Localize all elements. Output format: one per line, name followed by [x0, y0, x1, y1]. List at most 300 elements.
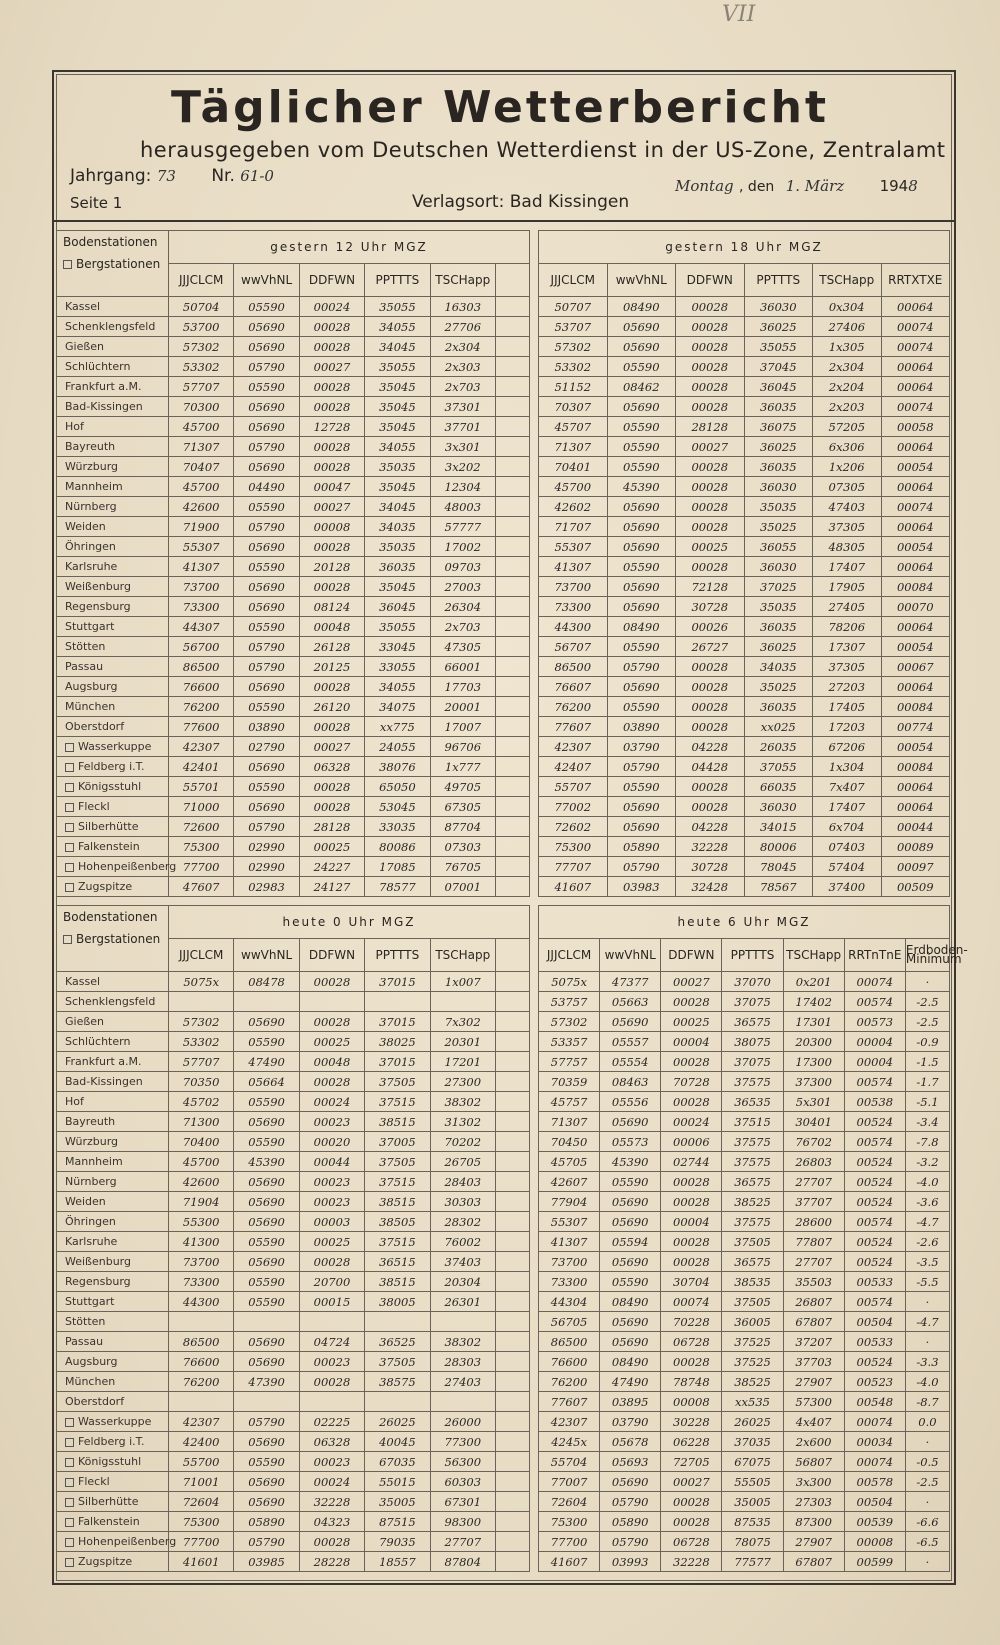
table-cell: 38075: [722, 1032, 783, 1052]
table-cell: 20304: [430, 1272, 495, 1292]
table-cell: 33045: [365, 637, 430, 657]
table-cell: 37015: [365, 972, 430, 992]
table-cell: 04724: [299, 1332, 364, 1352]
berg-square-icon: [65, 743, 74, 752]
col-header: DDFWN: [661, 939, 722, 972]
col-header: wwVhNL: [234, 939, 299, 972]
station-label: Weiden: [65, 1195, 106, 1208]
table-row: [539, 357, 950, 377]
table-cell: 00774: [881, 717, 950, 737]
table-cell: 72604: [169, 1492, 234, 1512]
table-cell: 36075: [744, 417, 813, 437]
table-cell: 05790: [607, 757, 676, 777]
table-cell: 00064: [881, 557, 950, 577]
table-cell: ·: [905, 1492, 949, 1512]
table-cell: 37015: [365, 1012, 430, 1032]
table-cell: 49705: [430, 777, 495, 797]
table-cell: 00028: [661, 1512, 722, 1532]
table-cell: 00504: [844, 1312, 905, 1332]
table-cell: 38515: [365, 1192, 430, 1212]
table-cell: 00004: [661, 1032, 722, 1052]
table-cell: 02744: [661, 1152, 722, 1172]
table-cell: 38525: [722, 1372, 783, 1392]
year-prefix: 194: [879, 177, 909, 195]
table-cell: 00023: [299, 1352, 364, 1372]
table-cell: 05590: [234, 497, 299, 517]
table-cell: 03983: [607, 877, 676, 897]
table-cell: 67807: [783, 1552, 844, 1572]
table-cell: 05590: [234, 297, 299, 317]
station-label: Weißenburg: [65, 1255, 131, 1268]
table-cell: 05690: [600, 1472, 661, 1492]
table-cell: 37075: [722, 992, 783, 1012]
table-cell: 00028: [299, 777, 364, 797]
station-name: [57, 1012, 169, 1032]
table-row: [539, 857, 950, 877]
station-name: [57, 317, 169, 337]
table-cell: 45390: [607, 477, 676, 497]
table-cell: 00538: [844, 1092, 905, 1112]
table-row: [57, 377, 530, 397]
table-cell: -1.7: [905, 1072, 949, 1092]
table-cell: 06328: [299, 1432, 364, 1452]
table-cell: [365, 992, 430, 1012]
table-row: [539, 1272, 950, 1292]
blank-cell: [496, 1212, 530, 1232]
station-label: Feldberg i.T.: [78, 760, 145, 773]
table-cell: 41601: [169, 1552, 234, 1572]
table-row: [539, 657, 950, 677]
table-row: [57, 697, 530, 717]
table-cell: 41300: [169, 1232, 234, 1252]
table-cell: 05590: [607, 457, 676, 477]
table-cell: 00024: [299, 1092, 364, 1112]
table-cell: 00028: [299, 1072, 364, 1092]
table-cell: 17301: [783, 1012, 844, 1032]
table-cell: 2x203: [813, 397, 882, 417]
table-cell: -3.3: [905, 1352, 949, 1372]
table-cell: 53302: [169, 357, 234, 377]
table-cell: 05690: [607, 537, 676, 557]
table-cell: -4.0: [905, 1372, 949, 1392]
station-name: [57, 357, 169, 377]
table-cell: 71900: [169, 517, 234, 537]
table-cell: 00524: [844, 1252, 905, 1272]
table-cell: 00574: [844, 1292, 905, 1312]
table-cell: 87515: [365, 1512, 430, 1532]
table-cell: 05590: [234, 1092, 299, 1112]
table-row: [57, 577, 530, 597]
table-row: [57, 537, 530, 557]
table-cell: 00025: [299, 1232, 364, 1252]
berg-square-icon: [65, 1518, 74, 1527]
table-cell: 77300: [430, 1432, 495, 1452]
table-row: [539, 1092, 950, 1112]
col-header: DDFWN: [676, 264, 745, 297]
table-cell: 05790: [234, 637, 299, 657]
table-cell: 00054: [881, 737, 950, 757]
blank-cell: [495, 357, 529, 377]
table-cell: 00023: [299, 1192, 364, 1212]
table-cell: 06728: [661, 1332, 722, 1352]
table-cell: 05790: [234, 1532, 299, 1552]
col-header: RRTnTnE: [844, 939, 905, 972]
table-cell: 00599: [844, 1552, 905, 1572]
table-cell: 05790: [234, 357, 299, 377]
table-cell: 42600: [169, 497, 234, 517]
table-cell: 45707: [539, 417, 608, 437]
table-cell: 17703: [430, 677, 495, 697]
date-value: 1. März: [785, 177, 845, 195]
table-cell: 05690: [600, 1332, 661, 1352]
table-cell: 00054: [881, 537, 950, 557]
table-cell: 37505: [722, 1232, 783, 1252]
table-cell: [234, 992, 299, 1012]
station-label: Wasserkuppe: [78, 740, 152, 753]
table-row: [539, 797, 950, 817]
table-cell: 56707: [539, 637, 608, 657]
table-cell: 41307: [539, 557, 608, 577]
table-cell: 05690: [234, 1472, 299, 1492]
table-cell: 05790: [607, 857, 676, 877]
blank-cell: [496, 1432, 530, 1452]
table-cell: 37025: [744, 577, 813, 597]
table-cell: 00048: [299, 617, 364, 637]
table-cell: 07001: [430, 877, 495, 897]
table-cell: 27907: [783, 1532, 844, 1552]
table-row: [539, 717, 950, 737]
table-cell: 05693: [600, 1452, 661, 1472]
table-cell: 42307: [169, 1412, 234, 1432]
blank-cell: [496, 1112, 530, 1132]
table-cell: 00028: [661, 1352, 722, 1372]
table-cell: 00025: [661, 1012, 722, 1032]
table-cell: 00004: [844, 1032, 905, 1052]
table-row: [57, 1492, 530, 1512]
table-cell: 17407: [813, 557, 882, 577]
rows-gestern-12: [57, 297, 530, 897]
table-cell: 38005: [365, 1292, 430, 1312]
table-cell: 47377: [600, 972, 661, 992]
table-cell: 00008: [844, 1532, 905, 1552]
table-cell: 77002: [539, 797, 608, 817]
table-row: [57, 557, 530, 577]
table-cell: 00064: [881, 617, 950, 637]
table-cell: 70728: [661, 1072, 722, 1092]
table-row: [539, 877, 950, 897]
table-cell: 35045: [365, 477, 430, 497]
station-label: Oberstdorf: [65, 720, 125, 733]
table-cell: 5075x: [539, 972, 600, 992]
table-cell: 05557: [600, 1032, 661, 1052]
table-cell: 26120: [299, 697, 364, 717]
station-label: München: [65, 1375, 116, 1388]
table-cell: 00020: [299, 1132, 364, 1152]
table-cell: 05690: [234, 317, 299, 337]
bodenstationen-label: Bodenstationen: [63, 235, 158, 249]
station-label: Schenklengsfeld: [65, 995, 156, 1008]
col-header: JJJCLCM: [169, 939, 234, 972]
table-cell: 02990: [234, 837, 299, 857]
table-row: [57, 737, 530, 757]
table-cell: 47403: [813, 497, 882, 517]
table-cell: 26727: [676, 637, 745, 657]
table-cell: 00027: [299, 357, 364, 377]
table-cell: 2x303: [430, 357, 495, 377]
table-cell: 2x600: [783, 1432, 844, 1452]
table-cell: 00574: [844, 1072, 905, 1092]
table-cell: 77904: [539, 1192, 600, 1212]
panel-heute-6: [538, 905, 968, 1572]
table-cell: 27403: [430, 1372, 495, 1392]
table-cell: 0x304: [813, 297, 882, 317]
blank-cell: [496, 992, 530, 1012]
table-cell: 00064: [881, 297, 950, 317]
table-cell: 00074: [844, 1412, 905, 1432]
table-cell: 08462: [607, 377, 676, 397]
table-row: [57, 1312, 530, 1332]
station-label: Schlüchtern: [65, 360, 131, 373]
table-cell: 37703: [783, 1352, 844, 1372]
jahrgang-line: [70, 166, 274, 186]
table-cell: ·: [905, 1292, 949, 1312]
table-cell: 00028: [299, 1252, 364, 1272]
station-label: Augsburg: [65, 1355, 118, 1368]
table-cell: 35035: [365, 457, 430, 477]
table-cell: 47305: [430, 637, 495, 657]
table-cell: 00548: [844, 1392, 905, 1412]
table-cell: 53700: [169, 317, 234, 337]
table-cell: -2.5: [905, 1472, 949, 1492]
table-cell: 56300: [430, 1452, 495, 1472]
table-cell: 17300: [783, 1052, 844, 1072]
table-row: [57, 1112, 530, 1132]
table-cell: 38535: [722, 1272, 783, 1292]
table-cell: 00028: [299, 537, 364, 557]
table-cell: 28128: [676, 417, 745, 437]
station-name: [57, 992, 169, 1012]
table-row: [57, 417, 530, 437]
table-cell: -6.5: [905, 1532, 949, 1552]
table-cell: 00084: [881, 697, 950, 717]
table-cell: 17402: [783, 992, 844, 1012]
table-cell: 00025: [299, 837, 364, 857]
table-cell: 03890: [234, 717, 299, 737]
table-cell: 00574: [844, 1132, 905, 1152]
table-cell: 78567: [744, 877, 813, 897]
table-row: [57, 1392, 530, 1412]
table-cell: 34035: [365, 517, 430, 537]
station-label: Würzburg: [65, 460, 119, 473]
station-label: Gießen: [65, 340, 105, 353]
table-cell: 57302: [169, 337, 234, 357]
table-cell: 36045: [744, 377, 813, 397]
blank-cell: [495, 597, 529, 617]
table-cell: 42400: [169, 1432, 234, 1452]
table-row: [539, 992, 950, 1012]
table-cell: 17905: [813, 577, 882, 597]
station-label: Zugspitze: [78, 880, 133, 893]
station-label: Wasserkuppe: [78, 1415, 152, 1428]
table-cell: 05690: [607, 577, 676, 597]
table-row: [539, 1032, 950, 1052]
table-cell: 05690: [607, 797, 676, 817]
table-cell: 98300: [430, 1512, 495, 1532]
table-cell: 00028: [661, 1232, 722, 1252]
station-label: Nürnberg: [65, 1175, 117, 1188]
station-label: Nürnberg: [65, 500, 117, 513]
table-row: [57, 497, 530, 517]
table-cell: 05790: [234, 517, 299, 537]
station-label: Königsstuhl: [78, 780, 142, 793]
table-row: [57, 877, 530, 897]
blank-cell: [495, 417, 529, 437]
station-name: [57, 477, 169, 497]
table-cell: 05590: [234, 1132, 299, 1152]
table-cell: 70401: [539, 457, 608, 477]
table-cell: 47607: [169, 877, 234, 897]
table-cell: 00028: [299, 1372, 364, 1392]
table-row: [57, 1372, 530, 1392]
table-cell: 05690: [607, 517, 676, 537]
blank-cell: [496, 1072, 530, 1092]
table-cell: 34055: [365, 437, 430, 457]
table-cell: 05594: [600, 1232, 661, 1252]
table-row: [57, 1352, 530, 1372]
table-cell: 05590: [607, 357, 676, 377]
table-cell: [299, 992, 364, 1012]
table-cell: 35025: [744, 677, 813, 697]
table-cell: 36515: [365, 1252, 430, 1272]
table-cell: 42401: [169, 757, 234, 777]
station-label: Karlsruhe: [65, 1235, 118, 1248]
blank-cell: [495, 457, 529, 477]
table-cell: 72604: [539, 1492, 600, 1512]
table-cell: 1x206: [813, 457, 882, 477]
table-cell: 00524: [844, 1192, 905, 1212]
table-cell: 3x300: [783, 1472, 844, 1492]
table-cell: 06328: [299, 757, 364, 777]
blank-cell: [496, 1152, 530, 1172]
table-cell: 76200: [169, 697, 234, 717]
table-cell: 55307: [539, 1212, 600, 1232]
table-cell: 36025: [744, 637, 813, 657]
table-cell: 72128: [676, 577, 745, 597]
table-row: [57, 1032, 530, 1052]
station-label: München: [65, 700, 116, 713]
table-cell: 36035: [744, 397, 813, 417]
table-cell: [365, 1392, 430, 1412]
table-cell: 05690: [234, 537, 299, 557]
table-row: [539, 1012, 950, 1032]
table-cell: 26035: [744, 737, 813, 757]
table-cell: 57302: [539, 337, 608, 357]
table-cell: 00027: [661, 972, 722, 992]
berg-square-icon: [65, 783, 74, 792]
table-cell: xx025: [744, 717, 813, 737]
table-cell: 20001: [430, 697, 495, 717]
table-cell: 36575: [722, 1012, 783, 1032]
table-cell: 70350: [169, 1072, 234, 1092]
table-cell: 65050: [365, 777, 430, 797]
verlagsort: Verlagsort: Bad Kissingen: [412, 192, 630, 212]
table-row: [57, 1152, 530, 1172]
col-header: PPTTTS: [365, 939, 430, 972]
blank-cell: [495, 737, 529, 757]
table-cell: 36030: [744, 477, 813, 497]
station-name: [57, 717, 169, 737]
station-label: Regensburg: [65, 1275, 131, 1288]
station-name: [57, 1272, 169, 1292]
table-cell: 03985: [234, 1552, 299, 1572]
table-cell: 20128: [299, 557, 364, 577]
table-row: [539, 297, 950, 317]
station-name: [57, 657, 169, 677]
table-cell: 34075: [365, 697, 430, 717]
table-cell: 17002: [430, 537, 495, 557]
table-cell: 00028: [676, 317, 745, 337]
table-gestern-18: [538, 230, 950, 897]
station-name: [57, 1112, 169, 1132]
table-cell: 00024: [299, 1472, 364, 1492]
table-cell: 05690: [234, 1252, 299, 1272]
blank-cell: [496, 1272, 530, 1292]
table-cell: 30728: [676, 857, 745, 877]
table-cell: 00064: [881, 777, 950, 797]
table-cell: 87300: [783, 1512, 844, 1532]
table-cell: 03890: [607, 717, 676, 737]
table-cell: 30228: [661, 1412, 722, 1432]
table-cell: 2x703: [430, 377, 495, 397]
table-row: [57, 297, 530, 317]
table-cell: 73300: [169, 1272, 234, 1292]
table-cell: 00025: [299, 1032, 364, 1052]
header-rule: [52, 220, 956, 222]
table-cell: 18557: [365, 1552, 430, 1572]
table-cell: 87804: [430, 1552, 495, 1572]
table-row: [57, 1092, 530, 1112]
station-name: [57, 1472, 169, 1492]
table-cell: 57300: [783, 1392, 844, 1412]
table-cell: 71307: [169, 437, 234, 457]
table-cell: 05590: [234, 697, 299, 717]
station-name: [57, 597, 169, 617]
table-cell: 05690: [600, 1192, 661, 1212]
table-cell: -0.9: [905, 1032, 949, 1052]
table-cell: 70202: [430, 1132, 495, 1152]
station-name: [57, 757, 169, 777]
table-row: [57, 437, 530, 457]
berg-square-icon: [63, 260, 72, 269]
station-label: Passau: [65, 660, 104, 673]
table-cell: 03993: [600, 1552, 661, 1572]
col-header: JJJCLCM: [539, 264, 608, 297]
station-name: [57, 972, 169, 992]
table-cell: 05590: [600, 1272, 661, 1292]
table-cell: 05790: [234, 1412, 299, 1432]
table-cell: 78748: [661, 1372, 722, 1392]
table-row: [57, 317, 530, 337]
table-cell: 37075: [722, 1052, 783, 1072]
table-cell: 32228: [661, 1552, 722, 1572]
table-cell: 30401: [783, 1112, 844, 1132]
table-row: [539, 1232, 950, 1252]
table-cell: 73700: [169, 577, 234, 597]
station-label: Hof: [65, 1095, 84, 1108]
table-row: [539, 1292, 950, 1312]
table-row: [57, 972, 530, 992]
table-row: [539, 697, 950, 717]
